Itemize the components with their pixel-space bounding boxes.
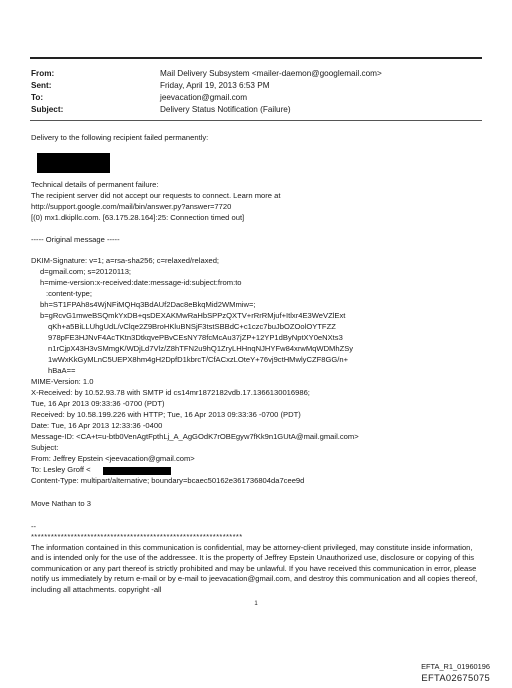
- dkim-line: qKh+a5BiLLUhgUdL/vClqe2Z9BroHKluBNSjF3tstSBBdC+c1czc7buJbOZOolOYTFZZ: [48, 322, 336, 331]
- meta-line: MIME-Version: 1.0: [31, 377, 94, 386]
- header-bottom-rule: [30, 120, 482, 121]
- message-body-line: Move Nathan to 3: [31, 499, 91, 508]
- stars-divider: ****************************************************************: [31, 532, 243, 541]
- tech-line: The recipient server did not accept our requests to connect. Learn more at: [31, 191, 281, 200]
- dkim-line: n1rCjpX43H3vSMmgK/WDjLd7Vlz/Z8hTFN2u9hQ1ZryLHHnqNJHYFw84xrwMqWDMhZSy: [48, 344, 354, 353]
- meta-line: Message-ID: <CA+t=u-btb0VenAgtFpthLj_A_AgGOdK7rOBEgyw7fKk9n1GUtA@mail.gmail.com>: [31, 432, 359, 441]
- header-top-rule: [30, 57, 482, 59]
- dkim-line: bh=ST1FPAh8s4WjNFiMQHq3BdAUf2Dac8eBkqMid2WMmiw=;: [40, 300, 256, 309]
- redaction-box: [103, 467, 171, 475]
- dkim-line: 978pFE3HJNvF4AcTKtn3DtkqvePBvCEsNY78fcMcAu37jZP+12YP1dByNptXY0eNXts3: [48, 333, 343, 342]
- tech-line: [(0) mx1.dkipllc.com. [63.175.28.164]:25: Connection timed out]: [31, 213, 245, 222]
- meta-line: Date: Tue, 16 Apr 2013 12:33:36 -0400: [31, 421, 163, 430]
- header-subject-row: [31, 104, 481, 116]
- tech-line: http://support.google.com/mail/bin/answer.py?answer=7720: [31, 202, 232, 211]
- sent-label: Sent:: [31, 81, 52, 90]
- meta-line: Received: by 10.58.199.226 with HTTP; Tue, 16 Apr 2013 09:33:36 -0700 (PDT): [31, 410, 301, 419]
- original-message-marker: ----- Original message -----: [31, 235, 120, 244]
- header-sent-row: [31, 80, 481, 92]
- from-label: From:: [31, 69, 55, 78]
- subject-label: Subject:: [31, 105, 64, 114]
- sent-value: Friday, April 19, 2013 6:53 PM: [160, 81, 270, 90]
- dkim-line: DKIM-Signature: v=1; a=rsa-sha256; c=relaxed/relaxed;: [31, 256, 220, 265]
- dkim-line: 1wWxKkGyMLnC5UEPX8hm4gH2DpfD1kbrcT/CfACxzLOteY+76vj9ctHMwlyCZF8GG/n+: [48, 355, 349, 364]
- header-to-row: [31, 92, 481, 104]
- header-from-row: [31, 68, 481, 80]
- signature-dashes: --: [31, 522, 37, 531]
- bates-number-primary: EFTA_R1_01960196: [421, 662, 490, 671]
- redaction-box: [37, 153, 110, 173]
- meta-line: Tue, 16 Apr 2013 09:33:36 -0700 (PDT): [31, 399, 165, 408]
- dkim-line: b=gRcvG1mweBSQmkYxDB+qsDEXAKMwRaHbSPPzQXTV+rRrRMjuf+Itlxr4E3WeVZlExt: [40, 311, 346, 320]
- dkim-line: h=mime-version:x-received:date:message-id:subject:from:to: [40, 278, 242, 287]
- dkim-line: hBaA==: [48, 366, 76, 375]
- meta-line: X-Received: by 10.52.93.78 with SMTP id cs14mr1872182vdb.17.1366130016986;: [31, 388, 310, 397]
- subject-value: Delivery Status Notification (Failure): [160, 105, 291, 114]
- dkim-line: :content-type;: [46, 289, 93, 298]
- delivery-failed-line: Delivery to the following recipient failed permanently:: [31, 133, 209, 142]
- to-label: To:: [31, 93, 44, 102]
- to-value: jeevacation@gmail.com: [160, 93, 248, 102]
- page-number: 1: [254, 601, 258, 607]
- meta-line: To: Lesley Groff <: [31, 465, 91, 474]
- meta-line: Content-Type: multipart/alternative; boundary=bcaec50162e361736804da7cee9d: [31, 476, 305, 485]
- dkim-line: d=gmail.com; s=20120113;: [40, 267, 132, 276]
- bates-number-secondary: EFTA02675075: [421, 672, 490, 683]
- meta-line: From: Jeffrey Epstein <jeevacation@gmail.com>: [31, 454, 195, 463]
- meta-line: Subject:: [31, 443, 59, 452]
- confidentiality-disclaimer: The information contained in this communication is confidential, may be attorney-client privileged, may constitute inside information, and is intended only for the use of the addressee. It is the property of Jeffrey Epstein Unauthorized use, disclosure or copying of this communication or any part thereof is strictly prohibited and may be unlawful. If you have received this communication in error, please notify us immediately by return e-mail or by e-mail to jeevacation@gmail.com, and destroy this communication and all copies thereof, including all attachments. copyright -all: [31, 543, 478, 594]
- from-value: Mail Delivery Subsystem <mailer-daemon@googlemail.com>: [160, 69, 382, 78]
- tech-line: Technical details of permanent failure:: [31, 180, 159, 189]
